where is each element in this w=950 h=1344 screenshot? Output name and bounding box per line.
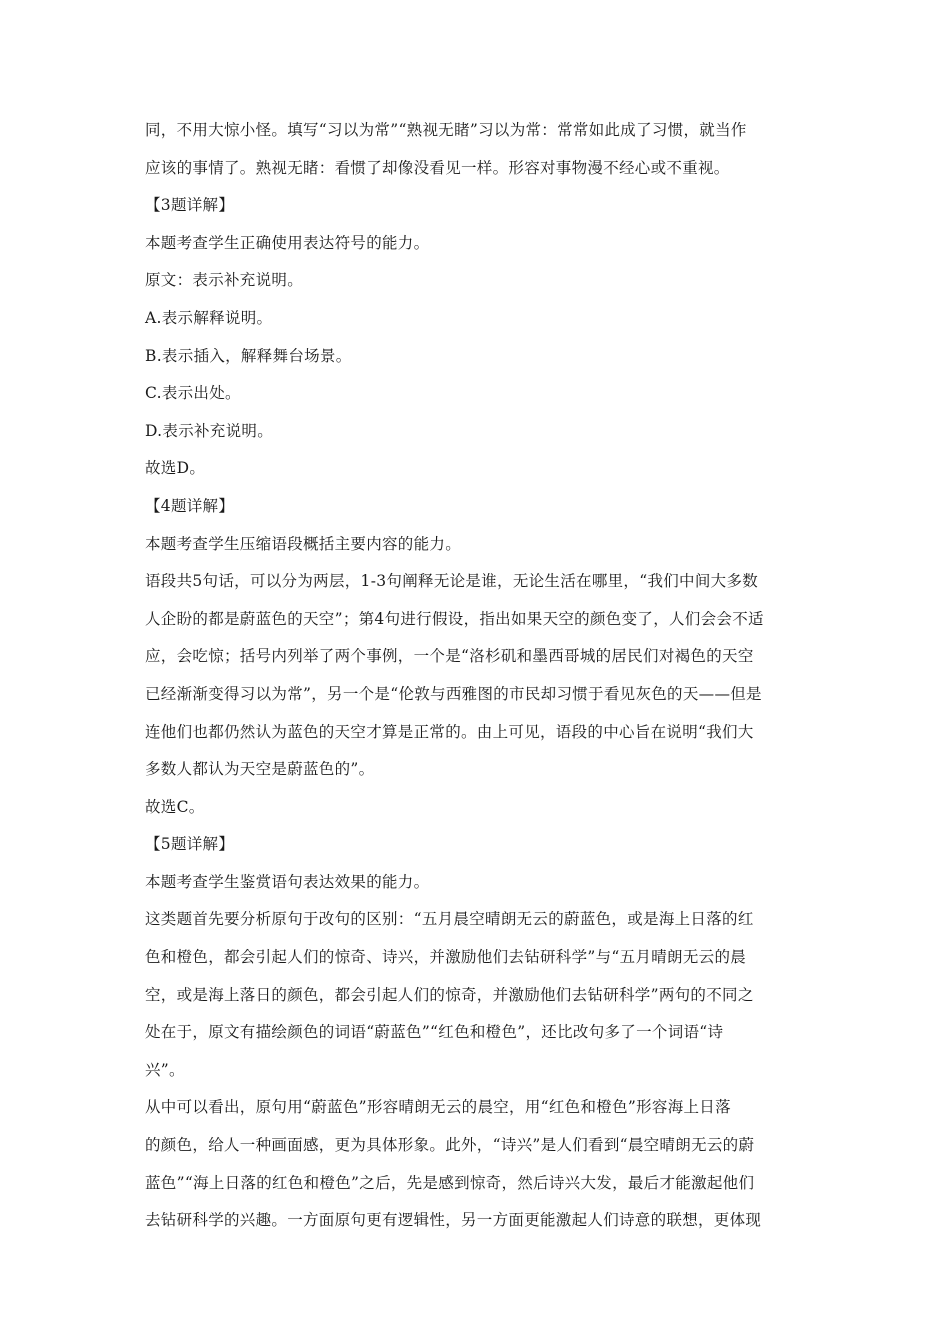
text-line: 从中可以看出，原句用“蔚蓝色”形容晴朗无云的晨空，用“红色和橙色”形容海上日落: [145, 1098, 731, 1117]
option-b: B.表示插入，解释舞台场景。: [145, 346, 352, 365]
text-line: 连他们也都仍然认为蓝色的天空才算是正常的。由上可见，语段的中心旨在说明“我们大: [145, 722, 754, 741]
option-c: C.表示出处。: [145, 384, 241, 403]
text-line: 已经渐渐变得习以为常”，另一个是“伦敦与西雅图的市民却习惯于看见灰色的天——但是: [145, 684, 762, 703]
text-line: 兴”。: [145, 1060, 185, 1079]
section-heading-q5: 【5题详解】: [145, 835, 235, 854]
document-body: [145, 112, 813, 1240]
text-line: 处在于，原文有描绘颜色的词语“蔚蓝色”“红色和橙色”，还比改句多了一个词语“诗: [145, 1023, 724, 1042]
text-line: 本题考查学生鉴赏语句表达效果的能力。: [145, 872, 430, 891]
text-line: 蓝色”“海上日落的红色和橙色”之后，先是感到惊奇，然后诗兴大发，最后才能激起他们: [145, 1173, 755, 1192]
text-line: 人企盼的都是蔚蓝色的天空”；第4句进行假设，指出如果天空的颜色变了，人们会会不适: [145, 609, 764, 628]
text-line: 应该的事情了。熟视无睹：看惯了却像没看见一样。形容对事物漫不经心或不重视。: [145, 158, 730, 177]
text-line: 多数人都认为天空是蔚蓝色的”。: [145, 760, 375, 779]
text-line: 这类题首先要分析原句于改句的区别：“五月晨空晴朗无云的蔚蓝色，或是海上日落的红: [145, 910, 754, 929]
text-line: 本题考查学生压缩语段概括主要内容的能力。: [145, 534, 462, 553]
text-line: 空，或是海上落日的颜色，都会引起人们的惊奇，并激励他们去钻研科学”两句的不同之: [145, 985, 754, 1004]
text-line: 的颜色，给人一种画面感，更为具体形象。此外，“诗兴”是人们看到“晨空晴朗无云的蔚: [145, 1136, 755, 1155]
answer-line: 故选D。: [145, 459, 206, 478]
text-line: 同，不用大惊小怪。填写“习以为常”“熟视无睹”习以为常：常常如此成了习惯，就当作: [145, 121, 747, 139]
text-line: 色和橙色，都会引起人们的惊奇、诗兴，并激励他们去钻研科学”与“五月晴朗无云的晨: [145, 948, 747, 967]
answer-line: 故选C。: [145, 797, 205, 816]
text-line: 原文：表示补充说明。: [145, 271, 304, 290]
text-line: 应，会吃惊；括号内列举了两个事例，一个是“洛杉矶和墨西哥城的居民们对褐色的天空: [145, 647, 754, 666]
option-d: D.表示补充说明。: [145, 421, 274, 440]
text-line: 语段共5句话，可以分为两层，1-3句阐释无论是谁，无论生活在哪里，“我们中间大多数: [145, 572, 759, 591]
section-heading-q4: 【4题详解】: [145, 496, 235, 515]
text-line: 去钻研科学的兴趣。一方面原句更有逻辑性，另一方面更能激起人们诗意的联想，更体现: [145, 1211, 762, 1230]
section-heading-q3: 【3题详解】: [145, 196, 235, 215]
option-a: A.表示解释说明。: [145, 308, 273, 327]
text-line: 本题考查学生正确使用表达符号的能力。: [145, 233, 430, 252]
